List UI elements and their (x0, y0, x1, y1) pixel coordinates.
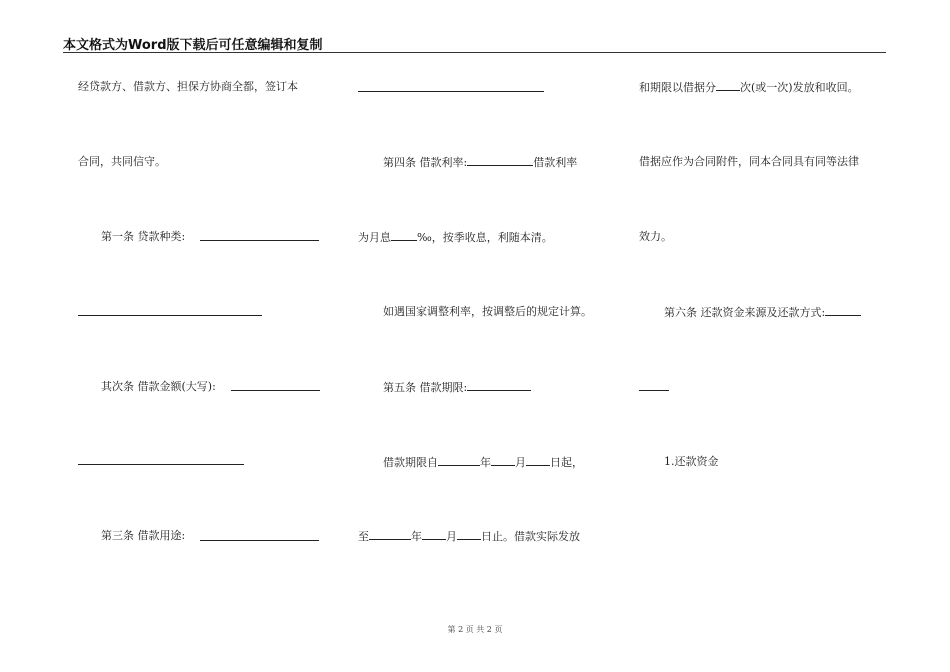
loan-type-blank-continued (78, 315, 262, 316)
start-year-blank (438, 455, 480, 466)
col1-line-7 (101, 529, 185, 543)
col2-line-4: 如遇国家调整利率，按调整后的规定计算。 (383, 305, 592, 318)
col2-line-2 (383, 155, 577, 170)
interest-rate-label: 第四条 借款利率: (383, 156, 468, 169)
col3-line-3: 效力。 (639, 230, 672, 243)
repayment-blank-continued (639, 390, 669, 391)
interest-rate-text: 借款利率 (533, 156, 578, 169)
installments-label: 和期限以借据分 (639, 81, 716, 94)
interest-rate-blank (467, 155, 533, 166)
col1-line-2: 合同，共同信守。 (78, 155, 166, 168)
loan-amount-blank-continued (78, 464, 244, 465)
col1-line-3 (101, 230, 185, 244)
end-day-blank (457, 529, 481, 540)
loan-purpose-blank (200, 540, 319, 541)
loan-purpose-label: 第三条 借款用途: (101, 529, 186, 542)
month-label: 月 (515, 456, 526, 469)
col2-line-6 (383, 455, 583, 470)
end-month-blank (422, 529, 446, 540)
col1-line-5 (101, 380, 216, 394)
monthly-rate-text: ‰，按季收息，利随本清。 (417, 231, 553, 244)
start-day-blank (526, 455, 550, 466)
loan-amount-label: 其次条 借款金额(大写): (101, 380, 216, 393)
header-title: 本文格式为Word版下载后可任意编辑和复制 (63, 38, 323, 53)
loan-type-label: 第一条 贷款种类: (101, 230, 186, 243)
loan-term-blank (467, 380, 531, 391)
installments-text: 次(或一次)发放和收回。 (740, 81, 859, 94)
repayment-blank (825, 305, 861, 316)
col2-line-5 (383, 380, 531, 395)
day-label: 日起， (550, 456, 583, 469)
loan-purpose-blank-continued (358, 91, 544, 92)
col2-line-7 (358, 529, 580, 544)
col3-line-4 (664, 305, 861, 320)
loan-amount-blank (231, 390, 320, 391)
end-day-text: 日止。借款实际发放 (481, 530, 580, 543)
year-label: 年 (480, 456, 491, 469)
col3-line-1 (639, 80, 859, 95)
loan-type-blank (200, 240, 319, 241)
col3-line-6: 1.还款资金 (664, 455, 719, 468)
document-header (63, 36, 886, 53)
end-month-label: 月 (446, 530, 457, 543)
loan-term-label: 第五条 借款期限: (383, 381, 468, 394)
page-number: 第 2 页 共 2 页 (447, 625, 503, 634)
term-start-label: 借款期限自 (383, 456, 438, 469)
col3-line-2: 借据应作为合同附件，同本合同具有同等法律 (639, 155, 859, 168)
term-end-label: 至 (358, 530, 369, 543)
end-year-blank (369, 529, 411, 540)
start-month-blank (491, 455, 515, 466)
col2-line-3 (358, 230, 553, 245)
monthly-rate-label: 为月息 (358, 231, 391, 244)
installments-blank (716, 80, 740, 91)
col1-line-1: 经贷款方、借款方、担保方协商全都，签订本 (78, 80, 298, 93)
repayment-label: 第六条 还款资金来源及还款方式: (664, 306, 826, 319)
end-year-label: 年 (411, 530, 422, 543)
monthly-rate-blank (391, 230, 417, 241)
